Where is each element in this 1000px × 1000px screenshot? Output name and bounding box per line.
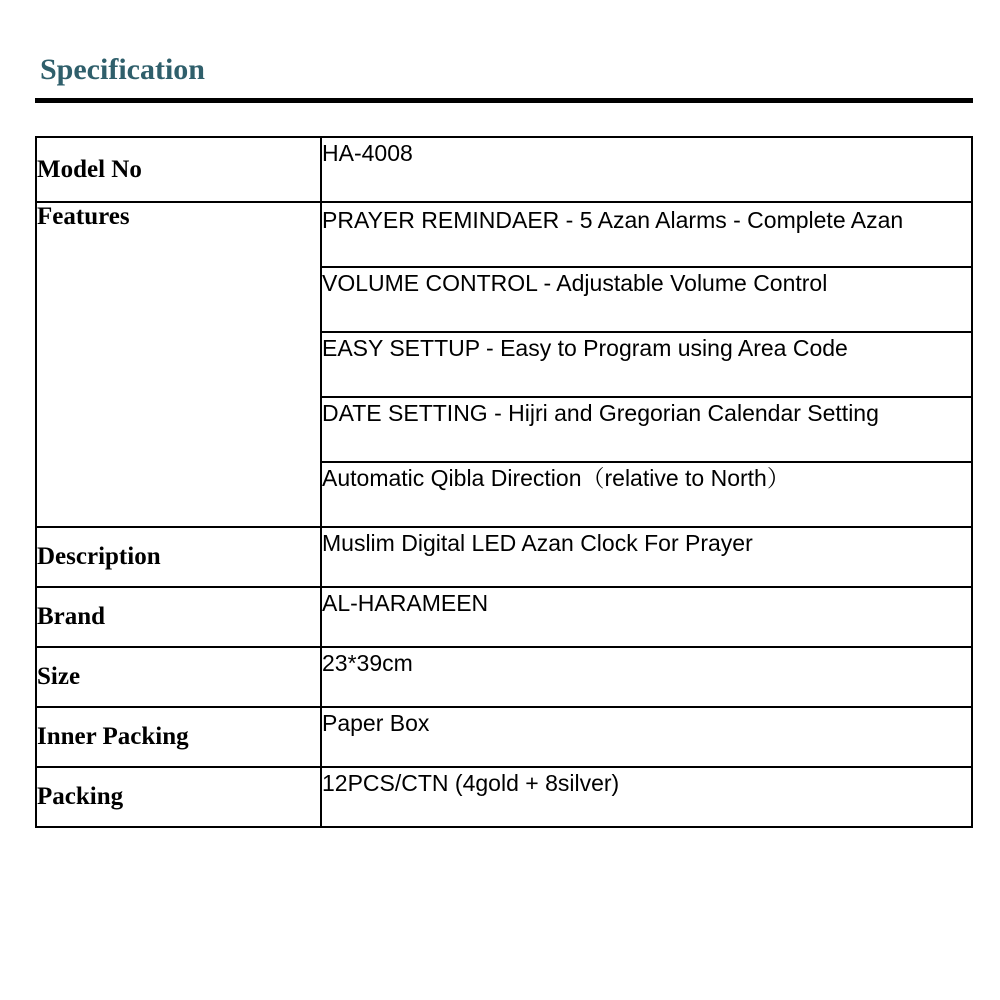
brand-label: Brand xyxy=(36,587,321,647)
inner-packing-value: Paper Box xyxy=(321,707,972,767)
packing-label: Packing xyxy=(36,767,321,827)
title-divider xyxy=(35,98,973,103)
table-row-size xyxy=(36,647,972,707)
feature-item-1: PRAYER REMINDAER - 5 Azan Alarms - Complete Azan xyxy=(321,202,972,267)
brand-value: AL-HARAMEEN xyxy=(321,587,972,647)
table-row-feature xyxy=(36,202,972,267)
table-row-model-no xyxy=(36,137,972,202)
description-label: Description xyxy=(36,527,321,587)
table-row-description xyxy=(36,527,972,587)
table-row-packing xyxy=(36,767,972,827)
feature-item-3: EASY SETTUP - Easy to Program using Area Code xyxy=(321,332,972,397)
table-row-inner-packing xyxy=(36,707,972,767)
feature-item-2: VOLUME CONTROL - Adjustable Volume Control xyxy=(321,267,972,332)
model-no-label: Model No xyxy=(36,137,321,202)
model-no-value: HA-4008 xyxy=(321,137,972,202)
page-title: Specification xyxy=(40,53,205,86)
table-row-brand xyxy=(36,587,972,647)
feature-item-5: Automatic Qibla Direction（relative to North） xyxy=(321,462,972,527)
feature-item-4: DATE SETTING - Hijri and Gregorian Calendar Setting xyxy=(321,397,972,462)
features-label: Features xyxy=(36,202,321,527)
specification-table xyxy=(35,136,973,828)
description-value: Muslim Digital LED Azan Clock For Prayer xyxy=(321,527,972,587)
size-label: Size xyxy=(36,647,321,707)
inner-packing-label: Inner Packing xyxy=(36,707,321,767)
packing-value: 12PCS/CTN (4gold + 8silver) xyxy=(321,767,972,827)
size-value: 23*39cm xyxy=(321,647,972,707)
